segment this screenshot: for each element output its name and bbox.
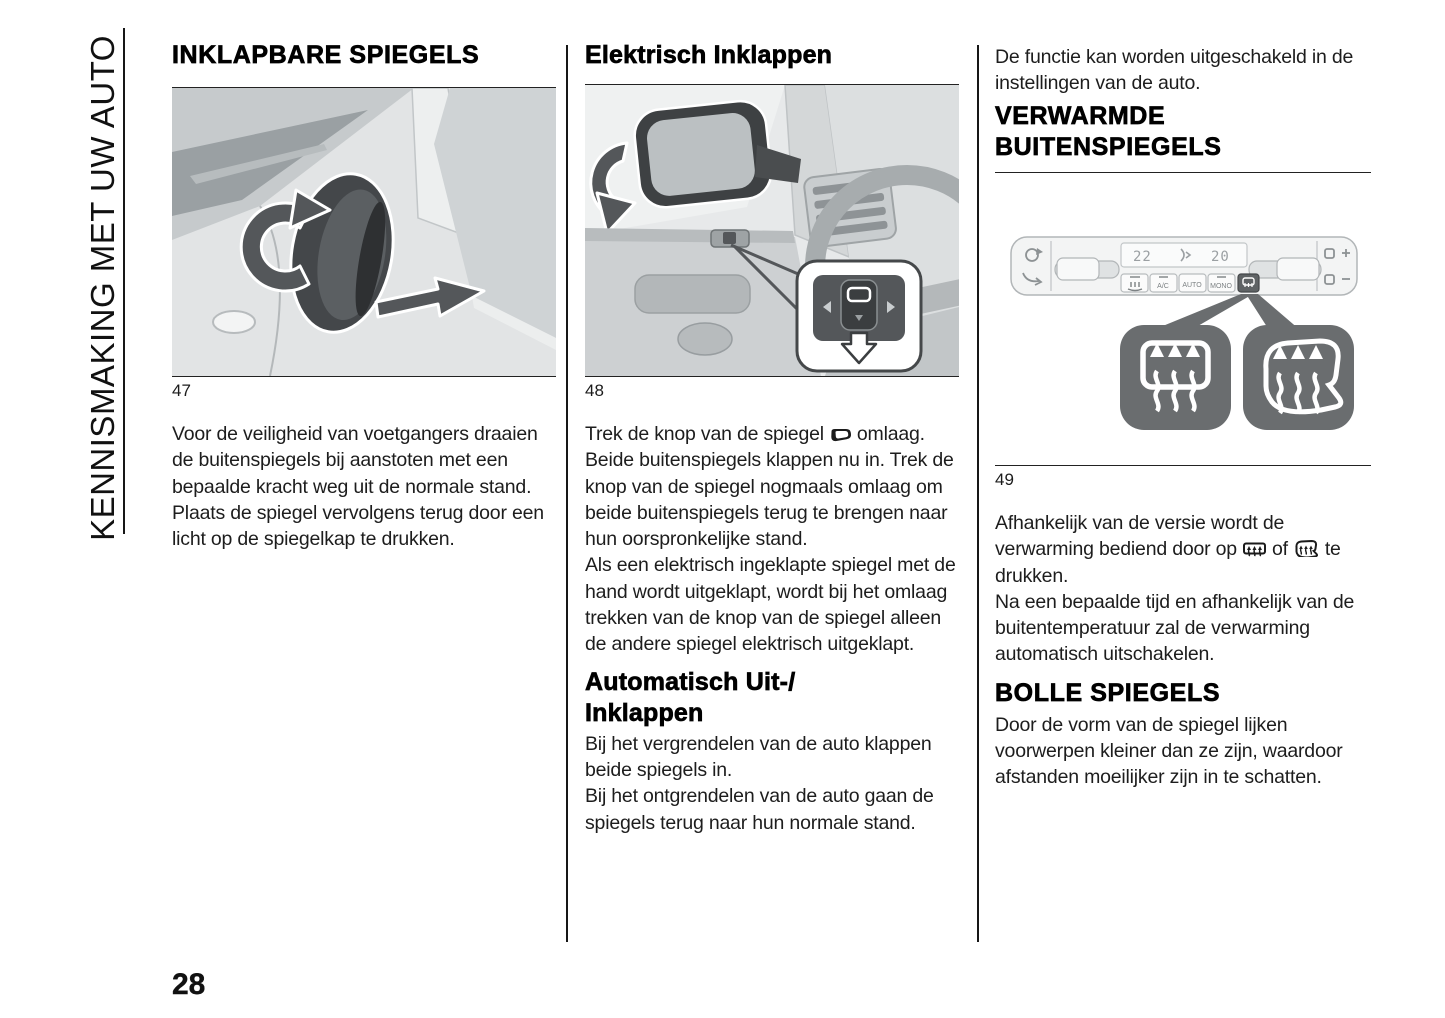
column-3 (995, 0, 1371, 1018)
temp-right-value: 20 (1211, 249, 1230, 265)
section-heading-bolle-spiegels: BOLLE SPIEGELS (995, 678, 1221, 707)
figure-49-heated-mirrors (995, 172, 1371, 466)
figure-caption: 49 (995, 470, 1014, 489)
figure-caption: 48 (585, 381, 604, 400)
ac-button-label: A/C (1157, 283, 1169, 290)
column-1 (172, 0, 556, 1018)
paragraph: Na een bepaalde tijd en afhankelijk van de buitentemperatuur zal de verwarming automatisch uitschakelen. (995, 590, 1355, 666)
section-heading-inklapbare-spiegels: INKLAPBARE SPIEGELS (172, 41, 480, 69)
paragraph: Bij het ontgrendelen van de auto gaan de spiegels terug naar hun normale stand. (585, 785, 934, 834)
sidebar-rule (123, 28, 125, 534)
mirror-switch (711, 230, 749, 247)
mirror-fold-knob-icon (829, 428, 852, 442)
paragraph (585, 421, 959, 552)
rear-window-heating-icon (1120, 325, 1231, 430)
temp-left-value: 22 (1133, 249, 1152, 265)
figure-48-electric-folding (585, 84, 959, 377)
text-run: omlaag. Beide buitenspiegels klappen nu in. Trek de knop van de spiegel nogmaals omlaag om beide buitenspiegels terug te brengen naar hun oorspronkelijke stand. (585, 423, 954, 551)
paragraph: Als een elektrisch ingeklapte spiegel met de hand wordt uitgeklapt, wordt bij het omlaag trekken van de knop van de spiegel alleen de andere spiegel elektrisch uitgeklapt. (585, 554, 956, 656)
mono-button-label: MONO (1210, 283, 1232, 290)
figure-49-illustration (995, 173, 1371, 465)
column-divider (566, 45, 568, 942)
paragraph (995, 510, 1371, 589)
mirror-switch-callout (797, 261, 921, 371)
climate-display (1121, 243, 1247, 267)
column-divider (977, 45, 979, 942)
section-heading-verwarmde-buitenspiegels: VERWARMDE BUITENSPIEGELS (995, 102, 1222, 161)
page-number: 28 (172, 968, 206, 1001)
climate-control-panel (1011, 237, 1357, 295)
exterior-mirror (632, 99, 774, 210)
right-temp-slider (1249, 258, 1321, 280)
figure-48-illustration (585, 85, 959, 376)
door-handle (213, 311, 255, 333)
paragraph: Bij het vergrendelen van de auto klappen beide spiegels in. (585, 732, 932, 781)
text-run: Trek de knop van de spiegel (585, 423, 824, 445)
section-heading-elektrisch-inklappen: Elektrisch Inklappen (585, 41, 833, 69)
mirror-heating-icon (1243, 325, 1354, 430)
paragraph: Voor de veiligheid van voetgangers draaien de buitenspiegels bij aanstoten met een bepaalde kracht weg uit de normale stand. Plaats de spiegel vervolgens terug door een licht op de spiegelkap te drukken. (172, 423, 544, 551)
rear-window-heating-icon (1242, 541, 1267, 557)
door-handle-cup (678, 323, 732, 355)
figure-47-illustration (172, 88, 556, 376)
chapter-title-vertical: KENNISMAKING MET UW AUTO (84, 35, 121, 541)
heating-button-highlighted (1238, 274, 1259, 292)
climate-buttons (1121, 274, 1259, 292)
paragraph: Door de vorm van de spiegel lijken voorwerpen kleiner dan ze zijn, waardoor afstanden moeilijker zijn in te schatten. (995, 713, 1343, 789)
auto-button-label: AUTO (1182, 282, 1202, 289)
text-run: te drukken. (995, 538, 1341, 587)
text-run: Afhankelijk van de versie wordt de verwarming bediend door op (995, 512, 1285, 561)
left-temp-slider (1055, 258, 1119, 280)
mirror-heating-icon (1293, 539, 1320, 557)
column-2 (585, 0, 959, 1018)
figure-47-folding-mirror (172, 87, 556, 377)
text-run: of (1271, 538, 1288, 561)
door-armrest-recess (635, 275, 750, 313)
paragraph: De functie kan worden uitgeschakeld in de instellingen van de auto. (995, 46, 1354, 95)
figure-caption: 47 (172, 381, 191, 400)
subheading-automatisch-uit-inklappen: Automatisch Uit-/ Inklappen (585, 667, 796, 727)
